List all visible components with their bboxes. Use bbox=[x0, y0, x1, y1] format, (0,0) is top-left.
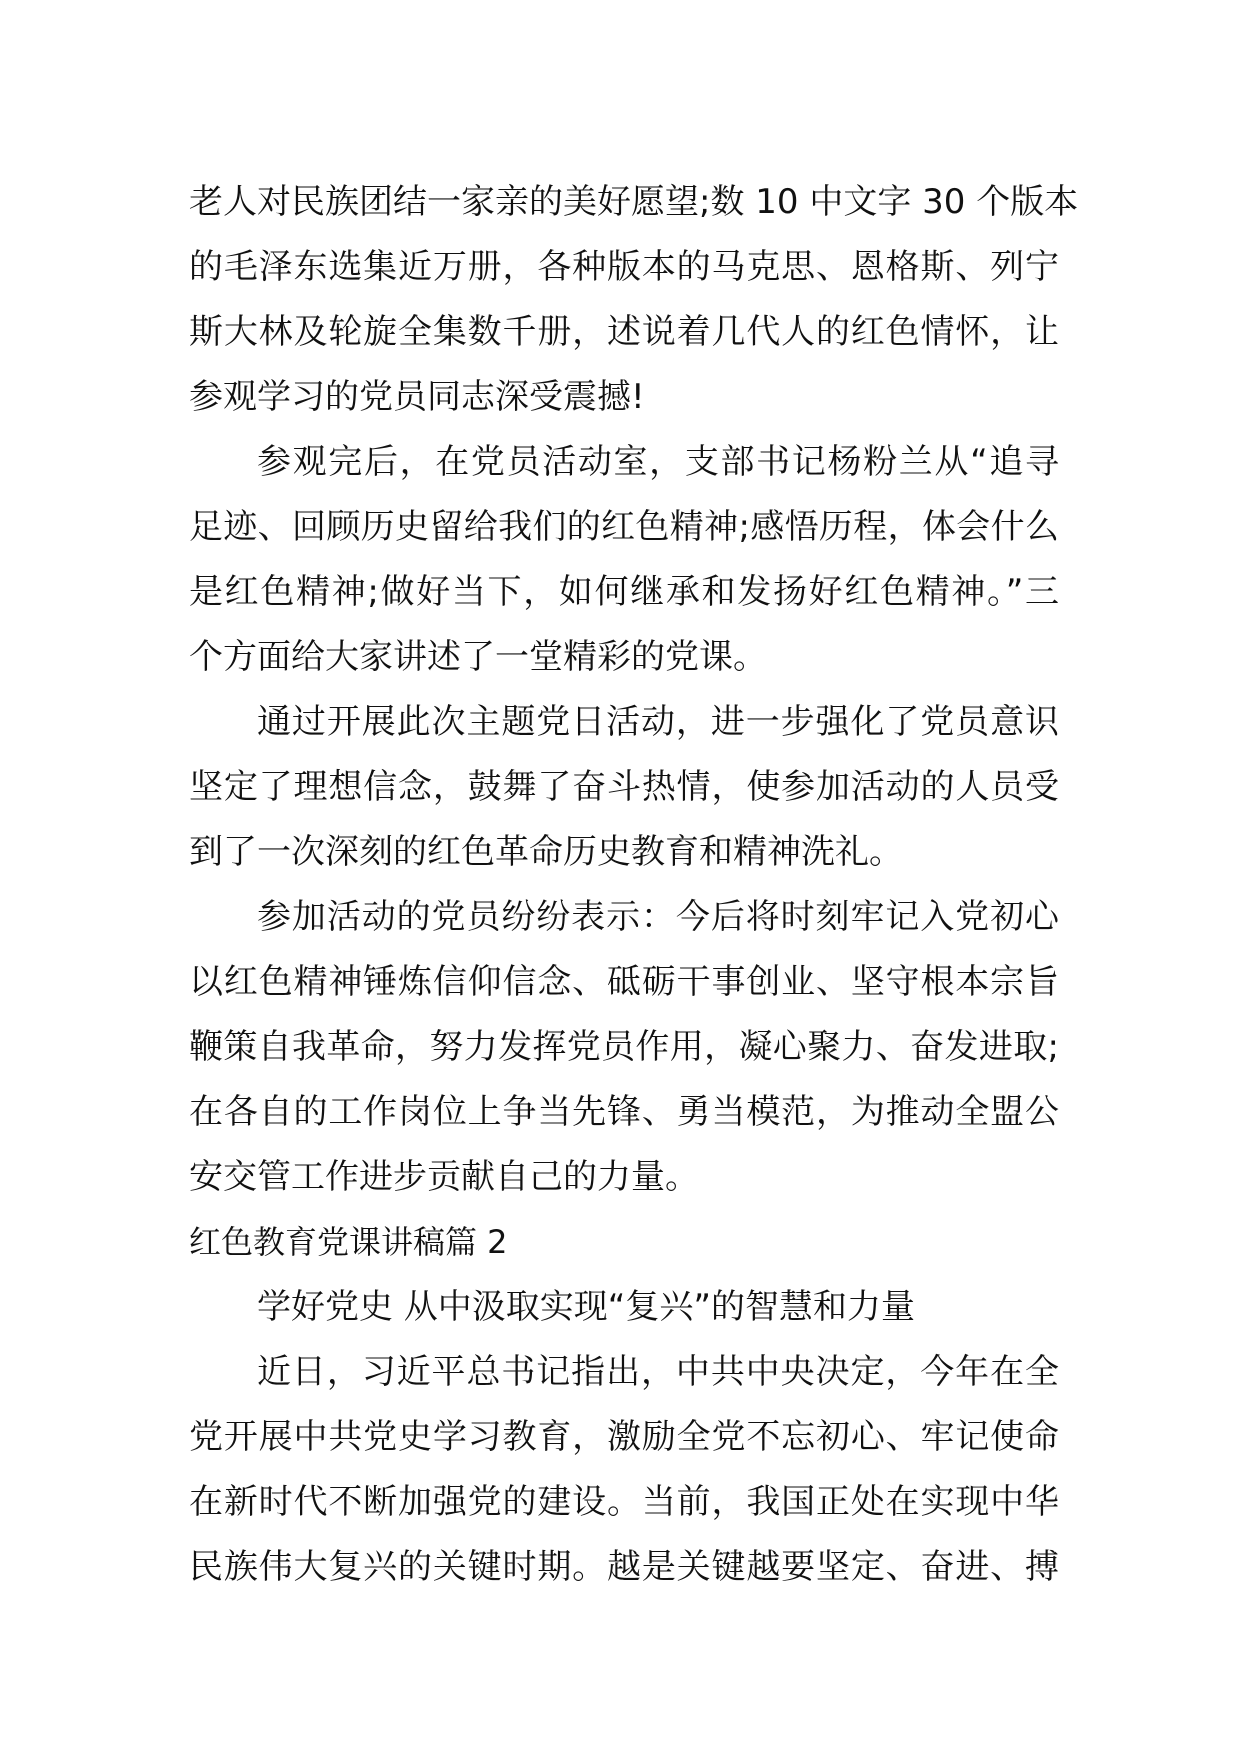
paragraph-line: 足迹、回顾历史留给我们的红色精神;感悟历程，体会什么 bbox=[189, 507, 1059, 547]
paragraph-line: 在新时代不断加强党的建设。当前，我国正处在实现中华 bbox=[189, 1482, 1059, 1522]
paragraph-line: 通过开展此次主题党日活动，进一步强化了党员意识 bbox=[257, 702, 1059, 742]
document-body bbox=[189, 170, 1079, 1600]
paragraph-5 bbox=[189, 1275, 1059, 1340]
paragraph-line: 斯大林及轮旋全集数千册，述说着几代人的红色情怀，让 bbox=[189, 312, 1059, 352]
paragraph-2 bbox=[189, 430, 1059, 690]
paragraph-line: 参观学习的党员同志深受震撼! bbox=[189, 377, 645, 417]
paragraph-line: 参加活动的党员纷纷表示：今后将时刻牢记入党初心 bbox=[257, 897, 1059, 937]
paragraph-line: 党开展中共党史学习教育，激励全党不忘初心、牢记使命 bbox=[189, 1417, 1059, 1457]
paragraph-line: 个方面给大家讲述了一堂精彩的党课。 bbox=[189, 637, 767, 677]
paragraph-line: 民族伟大复兴的关键时期。越是关键越要坚定、奋进、搏 bbox=[189, 1547, 1059, 1587]
paragraph-line: 到了一次深刻的红色革命历史教育和精神洗礼。 bbox=[189, 832, 903, 872]
paragraph-line: 近日，习近平总书记指出，中共中央决定，今年在全 bbox=[257, 1352, 1059, 1392]
paragraph-1 bbox=[189, 170, 1079, 430]
paragraph-line: 老人对民族团结一家亲的美好愿望;数 10 中文字 30 个版本 bbox=[189, 182, 1079, 222]
paragraph-4 bbox=[189, 885, 1059, 1210]
article-subtitle: 学好党史 从中汲取实现“复兴”的智慧和力量 bbox=[257, 1287, 916, 1327]
paragraph-line: 坚定了理想信念，鼓舞了奋斗热情，使参加活动的人员受 bbox=[189, 767, 1059, 807]
paragraph-line: 在各自的工作岗位上争当先锋、勇当模范，为推动全盟公 bbox=[189, 1092, 1059, 1132]
paragraph-line: 安交管工作进步贡献自己的力量。 bbox=[189, 1157, 699, 1197]
paragraph-line: 的毛泽东选集近万册，各种版本的马克思、恩格斯、列宁 bbox=[189, 247, 1059, 287]
paragraph-line: 鞭策自我革命，努力发挥党员作用，凝心聚力、奋发进取; bbox=[189, 1027, 1059, 1067]
paragraph-line: 是红色精神;做好当下，如何继承和发扬好红色精神。”三 bbox=[189, 572, 1059, 612]
paragraph-3 bbox=[189, 690, 1059, 885]
section-heading: 红色教育党课讲稿篇 2 bbox=[189, 1223, 508, 1261]
paragraph-line: 参观完后，在党员活动室，支部书记杨粉兰从“追寻 bbox=[257, 442, 1059, 482]
paragraph-6 bbox=[189, 1340, 1059, 1600]
paragraph-line: 以红色精神锤炼信仰信念、砥砺干事创业、坚守根本宗旨 bbox=[189, 962, 1059, 1002]
